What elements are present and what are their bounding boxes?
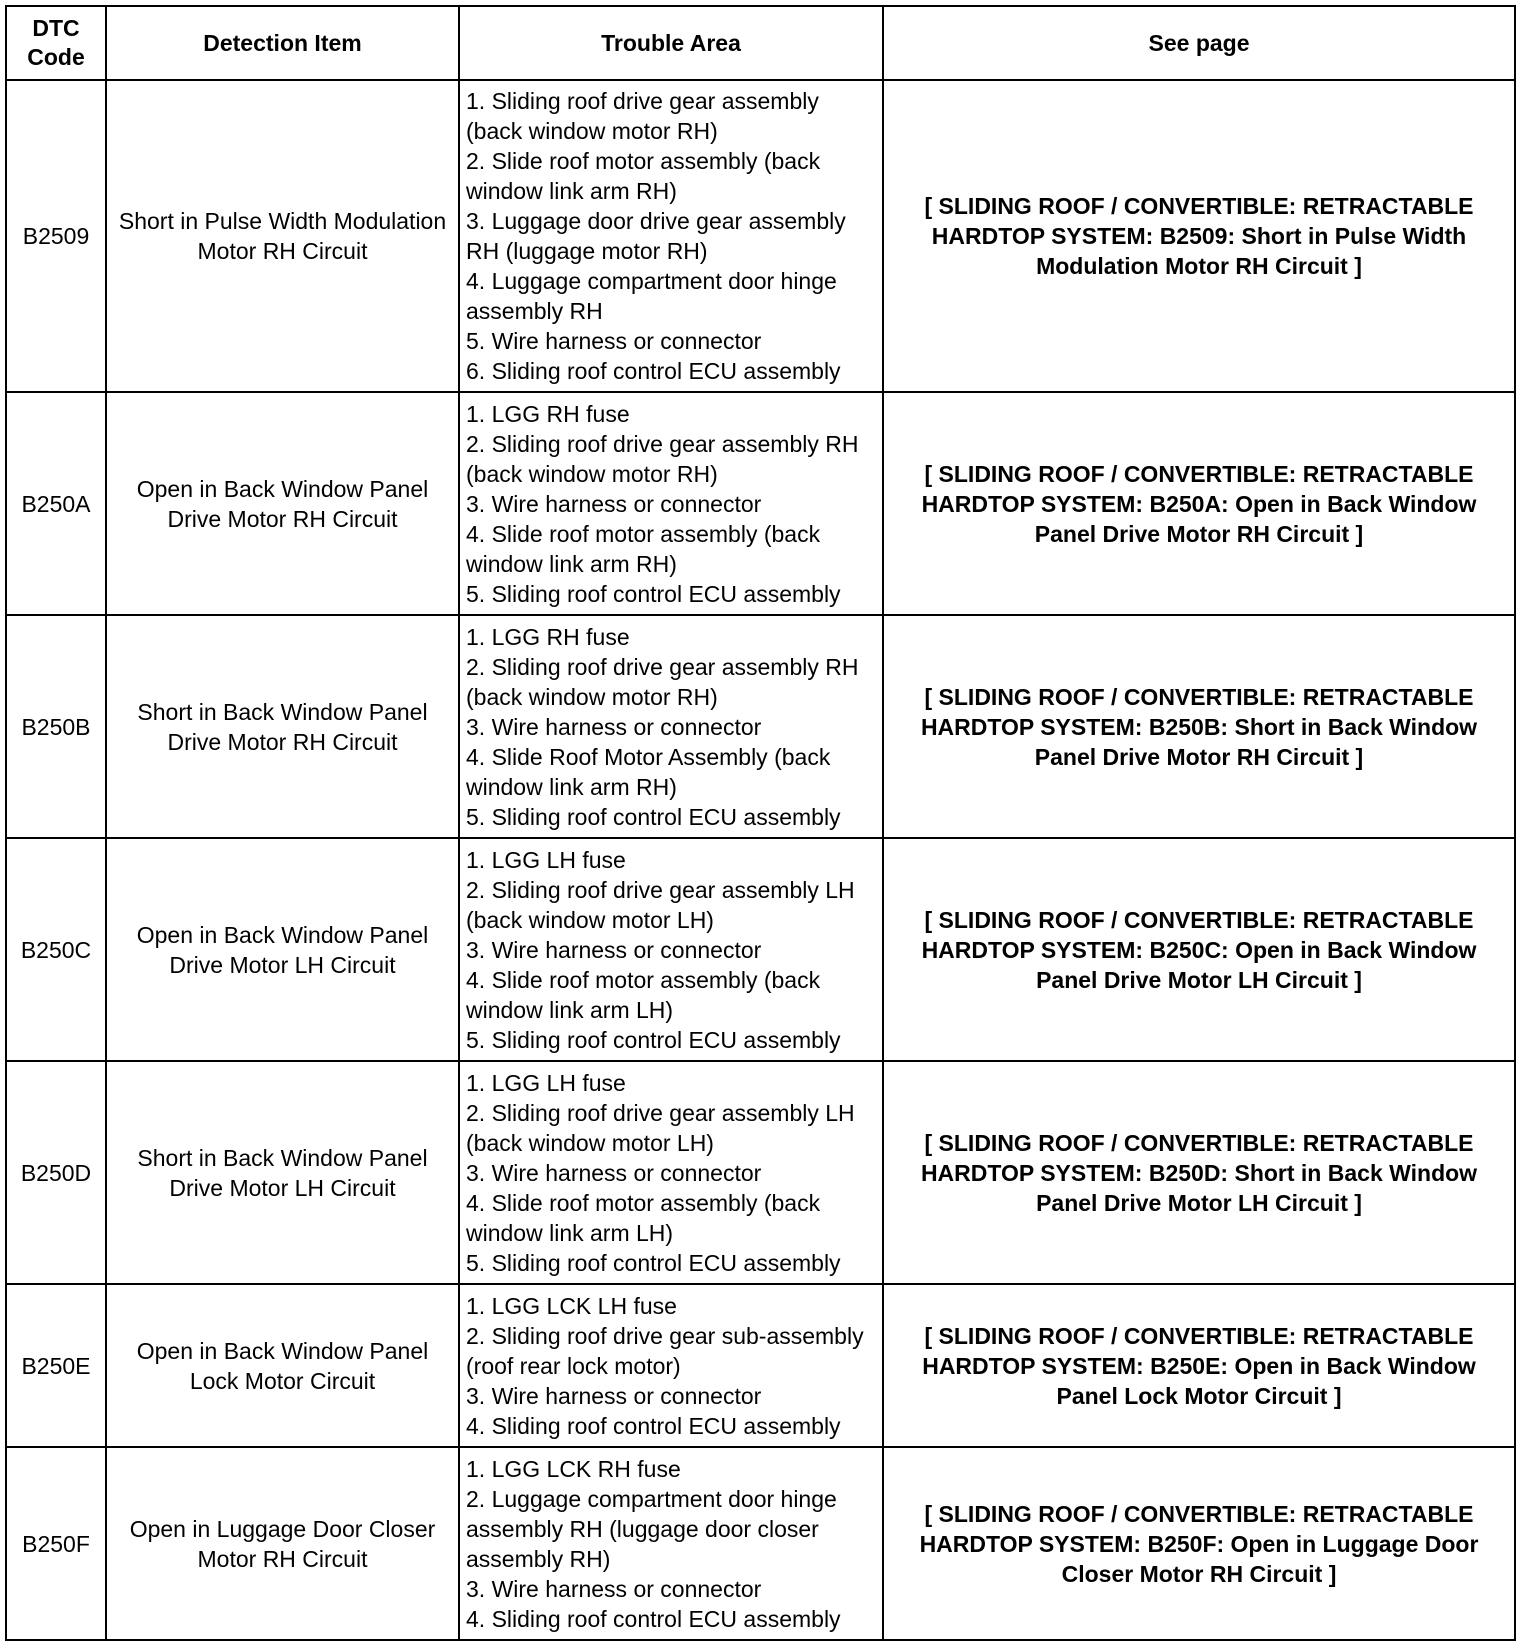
trouble-area-line: 3. Wire harness or connector (466, 1575, 762, 1602)
trouble-area-line: 4. Sliding roof control ECU assembly (466, 1412, 841, 1439)
trouble-area-line: 3. Wire harness or connector (466, 490, 762, 517)
trouble-area-line: 2. Sliding roof drive gear assembly LH (back window motor LH) (466, 1099, 855, 1156)
table-row (6, 838, 1515, 1061)
trouble-area-line: 4. Sliding roof control ECU assembly (466, 1605, 841, 1632)
dtc-code-cell: B2509 (6, 80, 106, 392)
trouble-area-line: 1. LGG RH fuse (466, 400, 630, 427)
trouble-area-line: 2. Luggage compartment door hinge assembly RH (luggage door closer assembly RH) (466, 1485, 837, 1572)
detection-item-cell: Short in Back Window Panel Drive Motor LH Circuit (106, 1061, 459, 1284)
detection-item-cell: Short in Pulse Width Modulation Motor RH Circuit (106, 80, 459, 392)
trouble-area-line: 3. Wire harness or connector (466, 713, 762, 740)
table-row (6, 1061, 1515, 1284)
trouble-area-cell (459, 1284, 883, 1447)
trouble-area-line: 2. Sliding roof drive gear assembly RH (back window motor RH) (466, 430, 859, 487)
trouble-area-line: 1. LGG LCK RH fuse (466, 1455, 681, 1482)
dtc-code-cell: B250B (6, 615, 106, 838)
trouble-area-line: 5. Sliding roof control ECU assembly (466, 1026, 841, 1053)
trouble-area-line: 6. Sliding roof control ECU assembly (466, 358, 841, 384)
dtc-code-cell: B250D (6, 1061, 106, 1284)
see-page-link[interactable]: [ SLIDING ROOF / CONVERTIBLE: RETRACTABLE HARDTOP SYSTEM: B250C: Open in Back Window Panel Drive Motor LH Circuit ] (883, 838, 1515, 1061)
trouble-area-line: 4. Slide roof motor assembly (back window link arm RH) (466, 520, 821, 577)
trouble-area-line: 5. Sliding roof control ECU assembly (466, 803, 841, 830)
see-page-link[interactable]: [ SLIDING ROOF / CONVERTIBLE: RETRACTABLE HARDTOP SYSTEM: B2509: Short in Pulse Width Modulation Motor RH Circuit ] (883, 80, 1515, 392)
dtc-code-cell: B250E (6, 1284, 106, 1447)
header-detection-item: Detection Item (106, 6, 459, 80)
table-row (6, 1447, 1515, 1640)
dtc-table (5, 5, 1516, 1641)
trouble-area-line: 4. Luggage compartment door hinge assembly RH (466, 268, 837, 324)
dtc-code-cell: B250C (6, 838, 106, 1061)
trouble-area-line: 1. LGG LH fuse (466, 1069, 626, 1096)
see-page-link[interactable]: [ SLIDING ROOF / CONVERTIBLE: RETRACTABLE HARDTOP SYSTEM: B250F: Open in Luggage Door Closer Motor RH Circuit ] (883, 1447, 1515, 1640)
header-trouble-area: Trouble Area (459, 6, 883, 80)
trouble-area-line: 1. LGG RH fuse (466, 623, 630, 650)
trouble-area-line: 1. LGG LCK LH fuse (466, 1292, 677, 1319)
trouble-area-line: 2. Slide roof motor assembly (back window link arm RH) (466, 148, 821, 204)
detection-item-cell: Open in Back Window Panel Drive Motor RH Circuit (106, 392, 459, 615)
table-row (6, 392, 1515, 615)
trouble-area-line: 2. Sliding roof drive gear assembly RH (back window motor RH) (466, 653, 859, 710)
trouble-area-line: 5. Sliding roof control ECU assembly (466, 1249, 841, 1276)
table-row (6, 1284, 1515, 1447)
header-see-page: See page (883, 6, 1515, 80)
detection-item-cell: Open in Back Window Panel Lock Motor Circuit (106, 1284, 459, 1447)
trouble-area-line: 5. Sliding roof control ECU assembly (466, 580, 841, 607)
trouble-area-line: 4. Slide roof motor assembly (back window link arm LH) (466, 1189, 821, 1246)
trouble-area-line: 3. Luggage door drive gear assembly RH (luggage motor RH) (466, 208, 846, 264)
table-row (6, 615, 1515, 838)
trouble-area-line: 2. Sliding roof drive gear assembly LH (back window motor LH) (466, 876, 855, 933)
see-page-link[interactable]: [ SLIDING ROOF / CONVERTIBLE: RETRACTABLE HARDTOP SYSTEM: B250B: Short in Back Window Panel Drive Motor RH Circuit ] (883, 615, 1515, 838)
see-page-link[interactable]: [ SLIDING ROOF / CONVERTIBLE: RETRACTABLE HARDTOP SYSTEM: B250D: Short in Back Window Panel Drive Motor LH Circuit ] (883, 1061, 1515, 1284)
trouble-area-line: 2. Sliding roof drive gear sub-assembly (roof rear lock motor) (466, 1322, 864, 1379)
header-dtc-code (6, 6, 106, 80)
trouble-area-cell (459, 80, 883, 392)
trouble-area-line: 1. LGG LH fuse (466, 846, 626, 873)
trouble-area-line: 3. Wire harness or connector (466, 936, 762, 963)
trouble-area-cell (459, 1447, 883, 1640)
dtc-code-cell: B250A (6, 392, 106, 615)
trouble-area-cell (459, 392, 883, 615)
dtc-code-cell: B250F (6, 1447, 106, 1640)
see-page-link[interactable]: [ SLIDING ROOF / CONVERTIBLE: RETRACTABLE HARDTOP SYSTEM: B250A: Open in Back Window Panel Drive Motor RH Circuit ] (883, 392, 1515, 615)
detection-item-cell: Open in Luggage Door Closer Motor RH Circuit (106, 1447, 459, 1640)
trouble-area-line: 1. Sliding roof drive gear assembly (back window motor RH) (466, 88, 819, 144)
trouble-area-cell (459, 1061, 883, 1284)
table-row (6, 80, 1515, 392)
trouble-area-line: 4. Slide Roof Motor Assembly (back window link arm RH) (466, 743, 831, 800)
trouble-area-cell (459, 838, 883, 1061)
trouble-area-line: 4. Slide roof motor assembly (back window link arm LH) (466, 966, 821, 1023)
header-dtc-code-line2: Code (27, 44, 85, 70)
trouble-area-line: 5. Wire harness or connector (466, 328, 762, 354)
header-dtc-code-line1: DTC (32, 15, 80, 41)
trouble-area-line: 3. Wire harness or connector (466, 1382, 762, 1409)
trouble-area-cell (459, 615, 883, 838)
detection-item-cell: Open in Back Window Panel Drive Motor LH Circuit (106, 838, 459, 1061)
detection-item-cell: Short in Back Window Panel Drive Motor RH Circuit (106, 615, 459, 838)
header-row (6, 6, 1515, 80)
see-page-link[interactable]: [ SLIDING ROOF / CONVERTIBLE: RETRACTABLE HARDTOP SYSTEM: B250E: Open in Back Window Panel Lock Motor Circuit ] (883, 1284, 1515, 1447)
trouble-area-line: 3. Wire harness or connector (466, 1159, 762, 1186)
